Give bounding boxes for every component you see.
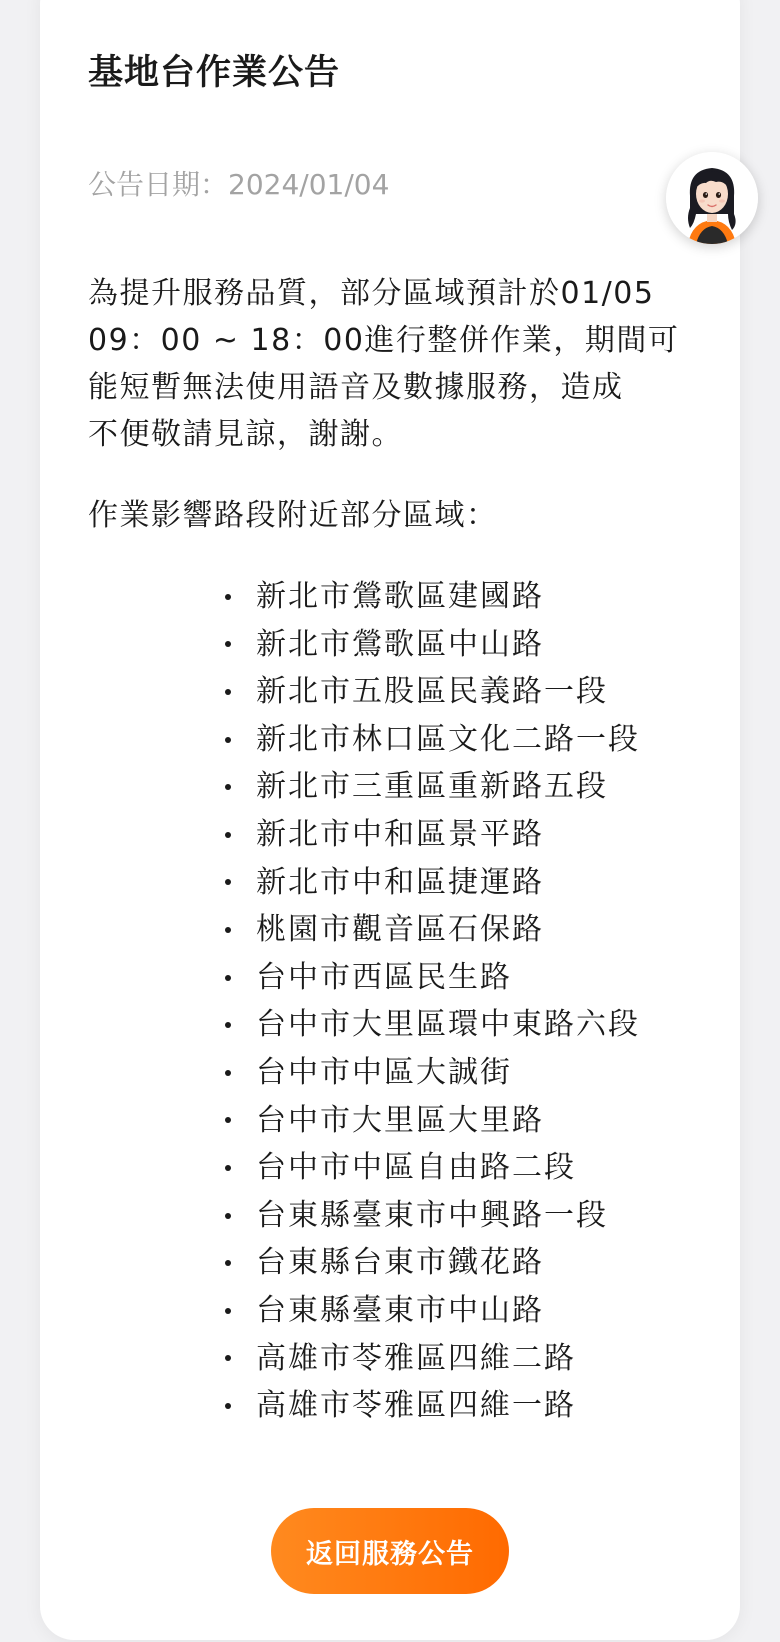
list-item bbox=[225, 1287, 640, 1335]
area-name: 台中市西區民生路 bbox=[256, 959, 512, 995]
list-item bbox=[225, 1382, 640, 1430]
list-item bbox=[225, 906, 640, 954]
notice-body-line: 不便敬請見諒，謝謝。 bbox=[88, 417, 403, 452]
assistant-avatar-button[interactable] bbox=[666, 152, 758, 244]
assistant-avatar-icon bbox=[666, 152, 758, 244]
bullet-icon bbox=[225, 1308, 231, 1314]
notice-date-label: 公告日期： bbox=[88, 168, 229, 201]
list-item bbox=[225, 1049, 640, 1097]
bullet-icon bbox=[225, 1117, 231, 1123]
bullet-icon bbox=[225, 1260, 231, 1266]
bullet-icon bbox=[225, 927, 231, 933]
area-name: 新北市中和區景平路 bbox=[256, 816, 544, 852]
bullet-icon bbox=[225, 641, 231, 647]
bullet-icon bbox=[225, 594, 231, 600]
bullet-icon bbox=[225, 1355, 231, 1361]
list-item bbox=[225, 573, 640, 621]
area-name: 台中市大里區環中東路六段 bbox=[256, 1007, 640, 1043]
areas-heading: 作業影響路段附近部分區域： bbox=[88, 498, 498, 533]
area-name: 新北市鶯歌區建國路 bbox=[256, 579, 544, 614]
page-title: 基地台作業公告 bbox=[88, 53, 341, 93]
list-item bbox=[225, 954, 640, 1002]
area-name: 新北市鶯歌區中山路 bbox=[256, 626, 544, 662]
list-item bbox=[225, 1097, 640, 1145]
notice-date bbox=[88, 163, 389, 207]
bullet-icon bbox=[225, 975, 231, 981]
area-name: 高雄市苓雅區四維二路 bbox=[256, 1340, 576, 1376]
list-item bbox=[225, 811, 640, 859]
bullet-icon bbox=[225, 1070, 231, 1076]
area-name: 桃園市觀音區石保路 bbox=[256, 912, 544, 948]
list-item bbox=[225, 716, 640, 764]
affected-area-list bbox=[225, 573, 640, 1430]
bullet-icon bbox=[225, 1022, 231, 1028]
list-item bbox=[225, 1239, 640, 1287]
bullet-icon bbox=[225, 1403, 231, 1409]
list-item bbox=[225, 1192, 640, 1240]
area-name: 新北市五股區民義路一段 bbox=[256, 674, 608, 710]
list-item bbox=[225, 621, 640, 669]
area-name: 新北市中和區捷運路 bbox=[256, 864, 544, 900]
list-item bbox=[225, 668, 640, 716]
area-name: 台東縣臺東市中山路 bbox=[256, 1292, 544, 1328]
notice-body-line: 09：00 ~ 18：00進行整併作業，期間可 bbox=[88, 323, 680, 358]
back-to-announcements-button[interactable]: 返回服務公告 bbox=[271, 1508, 509, 1594]
area-name: 新北市三重區重新路五段 bbox=[256, 769, 608, 805]
bullet-icon bbox=[225, 832, 231, 838]
list-item bbox=[225, 1335, 640, 1383]
bullet-icon bbox=[225, 737, 231, 743]
notice-body-line: 能短暫無法使用語音及數據服務，造成 bbox=[88, 370, 624, 405]
list-item bbox=[225, 1001, 640, 1049]
list-item bbox=[225, 763, 640, 811]
bullet-icon bbox=[225, 784, 231, 790]
area-name: 新北市林口區文化二路一段 bbox=[256, 721, 640, 757]
area-name: 台東縣台東市鐵花路 bbox=[256, 1245, 544, 1281]
area-name: 台東縣臺東市中興路一段 bbox=[256, 1197, 608, 1233]
list-item bbox=[225, 1144, 640, 1192]
bullet-icon bbox=[225, 1165, 231, 1171]
bullet-icon bbox=[225, 689, 231, 695]
notice-body-line: 為提升服務品質，部分區域預計於01/05 bbox=[88, 276, 655, 311]
notice-date-value: 2024/01/04 bbox=[228, 168, 390, 201]
area-name: 台中市中區自由路二段 bbox=[256, 1150, 576, 1186]
notice-body bbox=[88, 270, 698, 458]
bullet-icon bbox=[225, 1213, 231, 1219]
area-name: 台中市大里區大里路 bbox=[256, 1102, 544, 1138]
list-item bbox=[225, 859, 640, 907]
area-name: 台中市中區大誠街 bbox=[256, 1054, 512, 1090]
bullet-icon bbox=[225, 879, 231, 885]
area-name: 高雄市苓雅區四維一路 bbox=[256, 1388, 576, 1424]
